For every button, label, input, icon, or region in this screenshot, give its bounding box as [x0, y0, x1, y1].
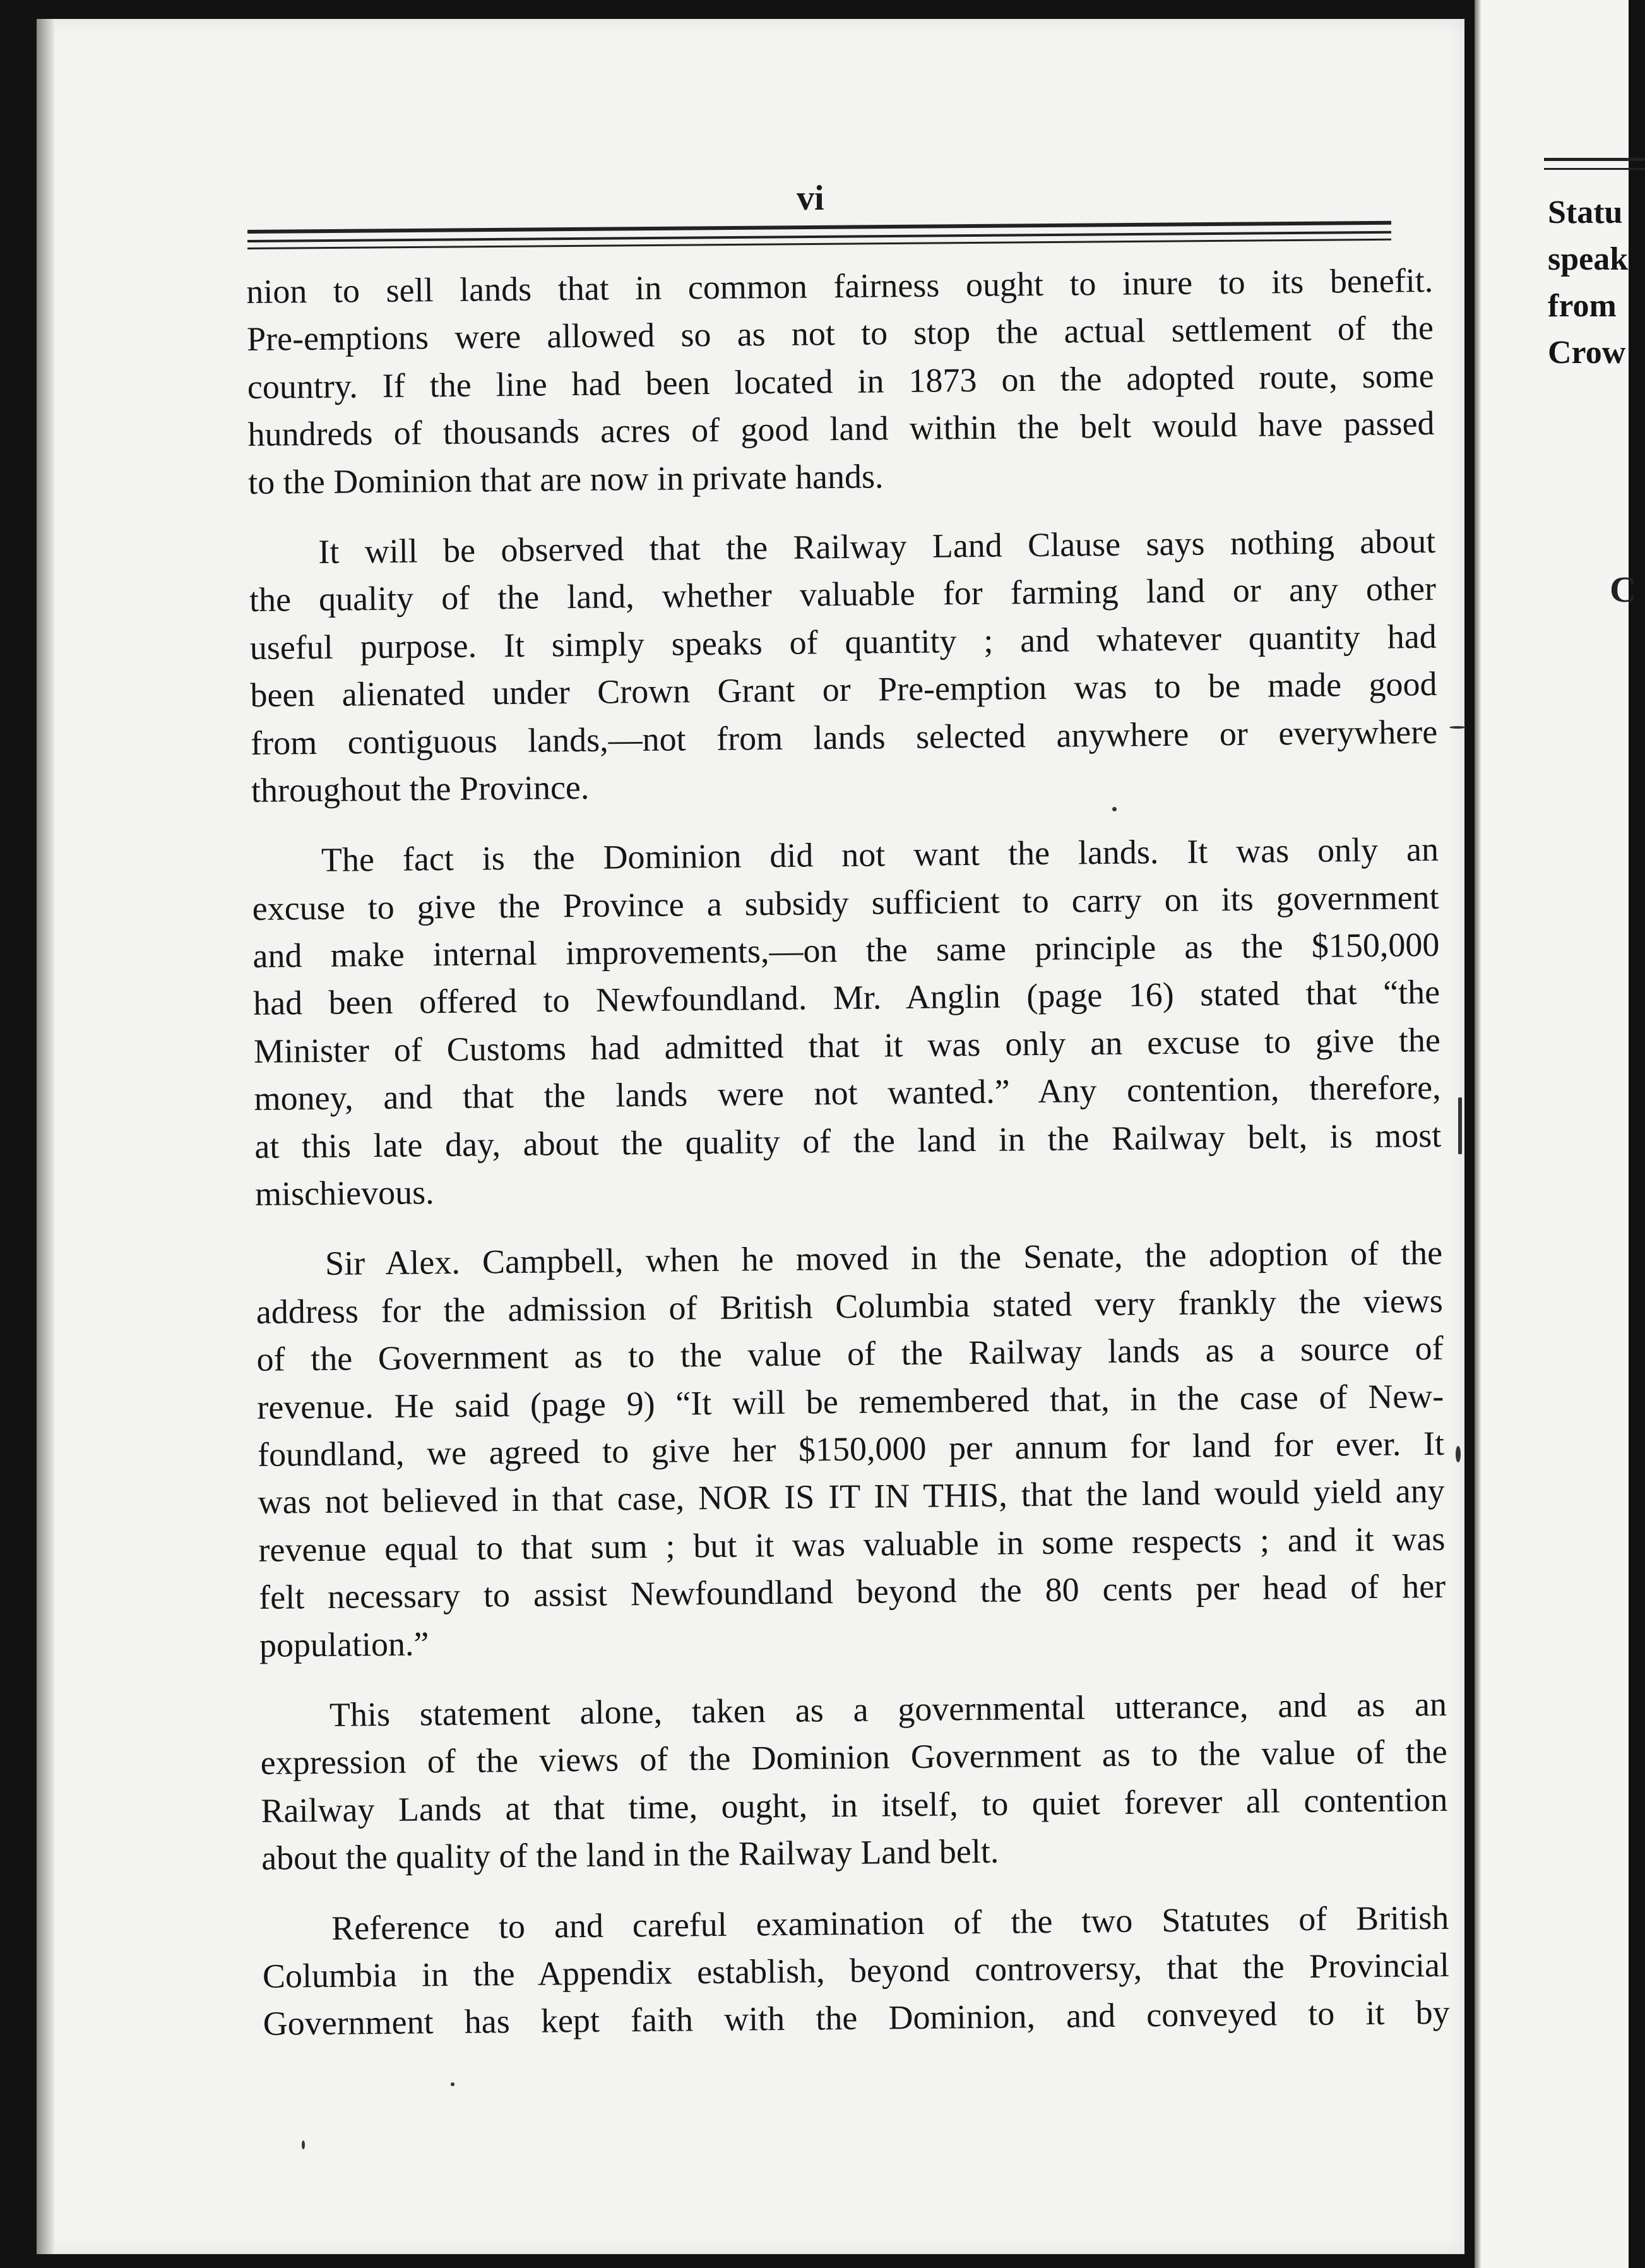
text-line: foundland, we agreed to give her $150,000 per annum for land for ever. It — [257, 1424, 1445, 1474]
right-line: speak — [1548, 241, 1629, 277]
paragraph-4 — [256, 1229, 1446, 1669]
scan-speck — [1456, 1446, 1461, 1462]
paragraph-1 — [246, 257, 1435, 506]
text-line: and make internal improvements,—on the same principle as the $150,000 — [252, 925, 1440, 976]
text-line: hundreds of thousands acres of good land within the belt would have passed — [247, 404, 1435, 454]
text-line: had been offered to Newfoundland. Mr. Anglin (page 16) stated that “the — [252, 973, 1440, 1023]
right-line: Statu — [1548, 194, 1623, 230]
text-line: about the quality of the land in the Railway Land belt. — [261, 1832, 999, 1877]
body-text — [246, 257, 1450, 2071]
text-line: felt necessary to assist Newfoundland beyond the 80 cents per head of her — [258, 1567, 1446, 1617]
text-line: Railway Lands at that time, ought, in itself, to quiet forever all contention — [261, 1780, 1448, 1830]
text-line: population.” — [259, 1624, 429, 1664]
right-line: Crow — [1548, 335, 1626, 371]
scan-speck — [302, 2140, 305, 2149]
text-line: Reference to and careful examination of the two Statutes of British — [331, 1898, 1449, 1947]
right-page — [1475, 0, 1629, 2268]
text-line: Pre-emptions were allowed so as not to stop the actual settlement of the — [246, 309, 1434, 359]
page-number: vi — [797, 179, 824, 218]
text-line: to the Dominion that are now in private hands. — [247, 457, 884, 501]
page-gutter — [1475, 0, 1481, 2268]
text-line: revenue equal to that sum ; but it was valuable in some respects ; and it was — [258, 1519, 1446, 1569]
paragraph-5 — [260, 1681, 1449, 1883]
text-line: mischievous. — [254, 1173, 434, 1213]
text-line: at this late day, about the quality of the land in the Railway belt, is most — [254, 1116, 1442, 1166]
text-line: Minister of Customs had admitted that it was only an excuse to give the — [253, 1020, 1441, 1070]
text-line: country. If the line had been located in 1873 on the adopted route, some — [247, 356, 1435, 406]
paragraph-6 — [262, 1894, 1450, 2048]
scan-speck — [1449, 726, 1466, 729]
text-line: was not believed in that case, NOR IS IT IN THIS, that the land would yield any — [258, 1472, 1445, 1522]
text-line: money, and that the lands were not wanted.” Any contention, therefore, — [254, 1068, 1441, 1118]
text-line: excuse to give the Province a subsidy sufficient to carry on its government — [252, 878, 1439, 928]
paragraph-2 — [249, 518, 1438, 815]
text-line: The fact is the Dominion did not want the lands. It was only an — [321, 830, 1439, 880]
text-line: useful purpose. It simply speaks of quantity ; and whatever quantity had — [249, 617, 1437, 667]
text-line: Government has kept faith with the Dominion, and conveyed to it by — [263, 1993, 1450, 2043]
text-line: from contiguous lands,—not from lands selected anywhere or everywhere — [250, 712, 1438, 762]
scan-speck — [1112, 807, 1117, 811]
right-head-rule-2 — [1544, 168, 1645, 170]
text-line: This statement alone, taken as a governmental utterance, and as an — [329, 1685, 1447, 1734]
text-line: of the Government as to the value of the Railway lands as a source of — [256, 1329, 1444, 1379]
right-line: from — [1548, 288, 1617, 324]
right-page-text — [1548, 189, 1628, 376]
text-line: been alienated under Crown Grant or Pre-emption was to be made good — [250, 665, 1437, 715]
scan-speck — [451, 2082, 454, 2086]
text-line: throughout the Province. — [251, 768, 590, 809]
text-line: Sir Alex. Campbell, when he moved in the Senate, the adoption of the — [324, 1234, 1443, 1283]
text-line: revenue. He said (page 9) “It will be remembered that, in the case of New- — [257, 1376, 1444, 1426]
right-head-rule-1 — [1544, 158, 1645, 161]
paragraph-3 — [252, 826, 1442, 1218]
scan-speck — [1458, 1097, 1462, 1154]
text-line: address for the admission of British Columbia stated very frankly the views — [256, 1281, 1444, 1331]
text-line: It will be observed that the Railway Land Clause says nothing about — [318, 522, 1436, 571]
text-line: the quality of the land, whether valuable for farming land or any other — [249, 570, 1437, 619]
page-edge-shadow — [37, 19, 54, 2254]
text-line: Columbia in the Appendix establish, beyond controversy, that the Provincial — [262, 1945, 1450, 1995]
text-line: nion to sell lands that in common fairness ought to inure to its benefit. — [246, 261, 1434, 311]
right-page-fragment: C — [1610, 569, 1636, 610]
text-line: expression of the views of the Dominion Government as to the value of the — [260, 1733, 1447, 1782]
